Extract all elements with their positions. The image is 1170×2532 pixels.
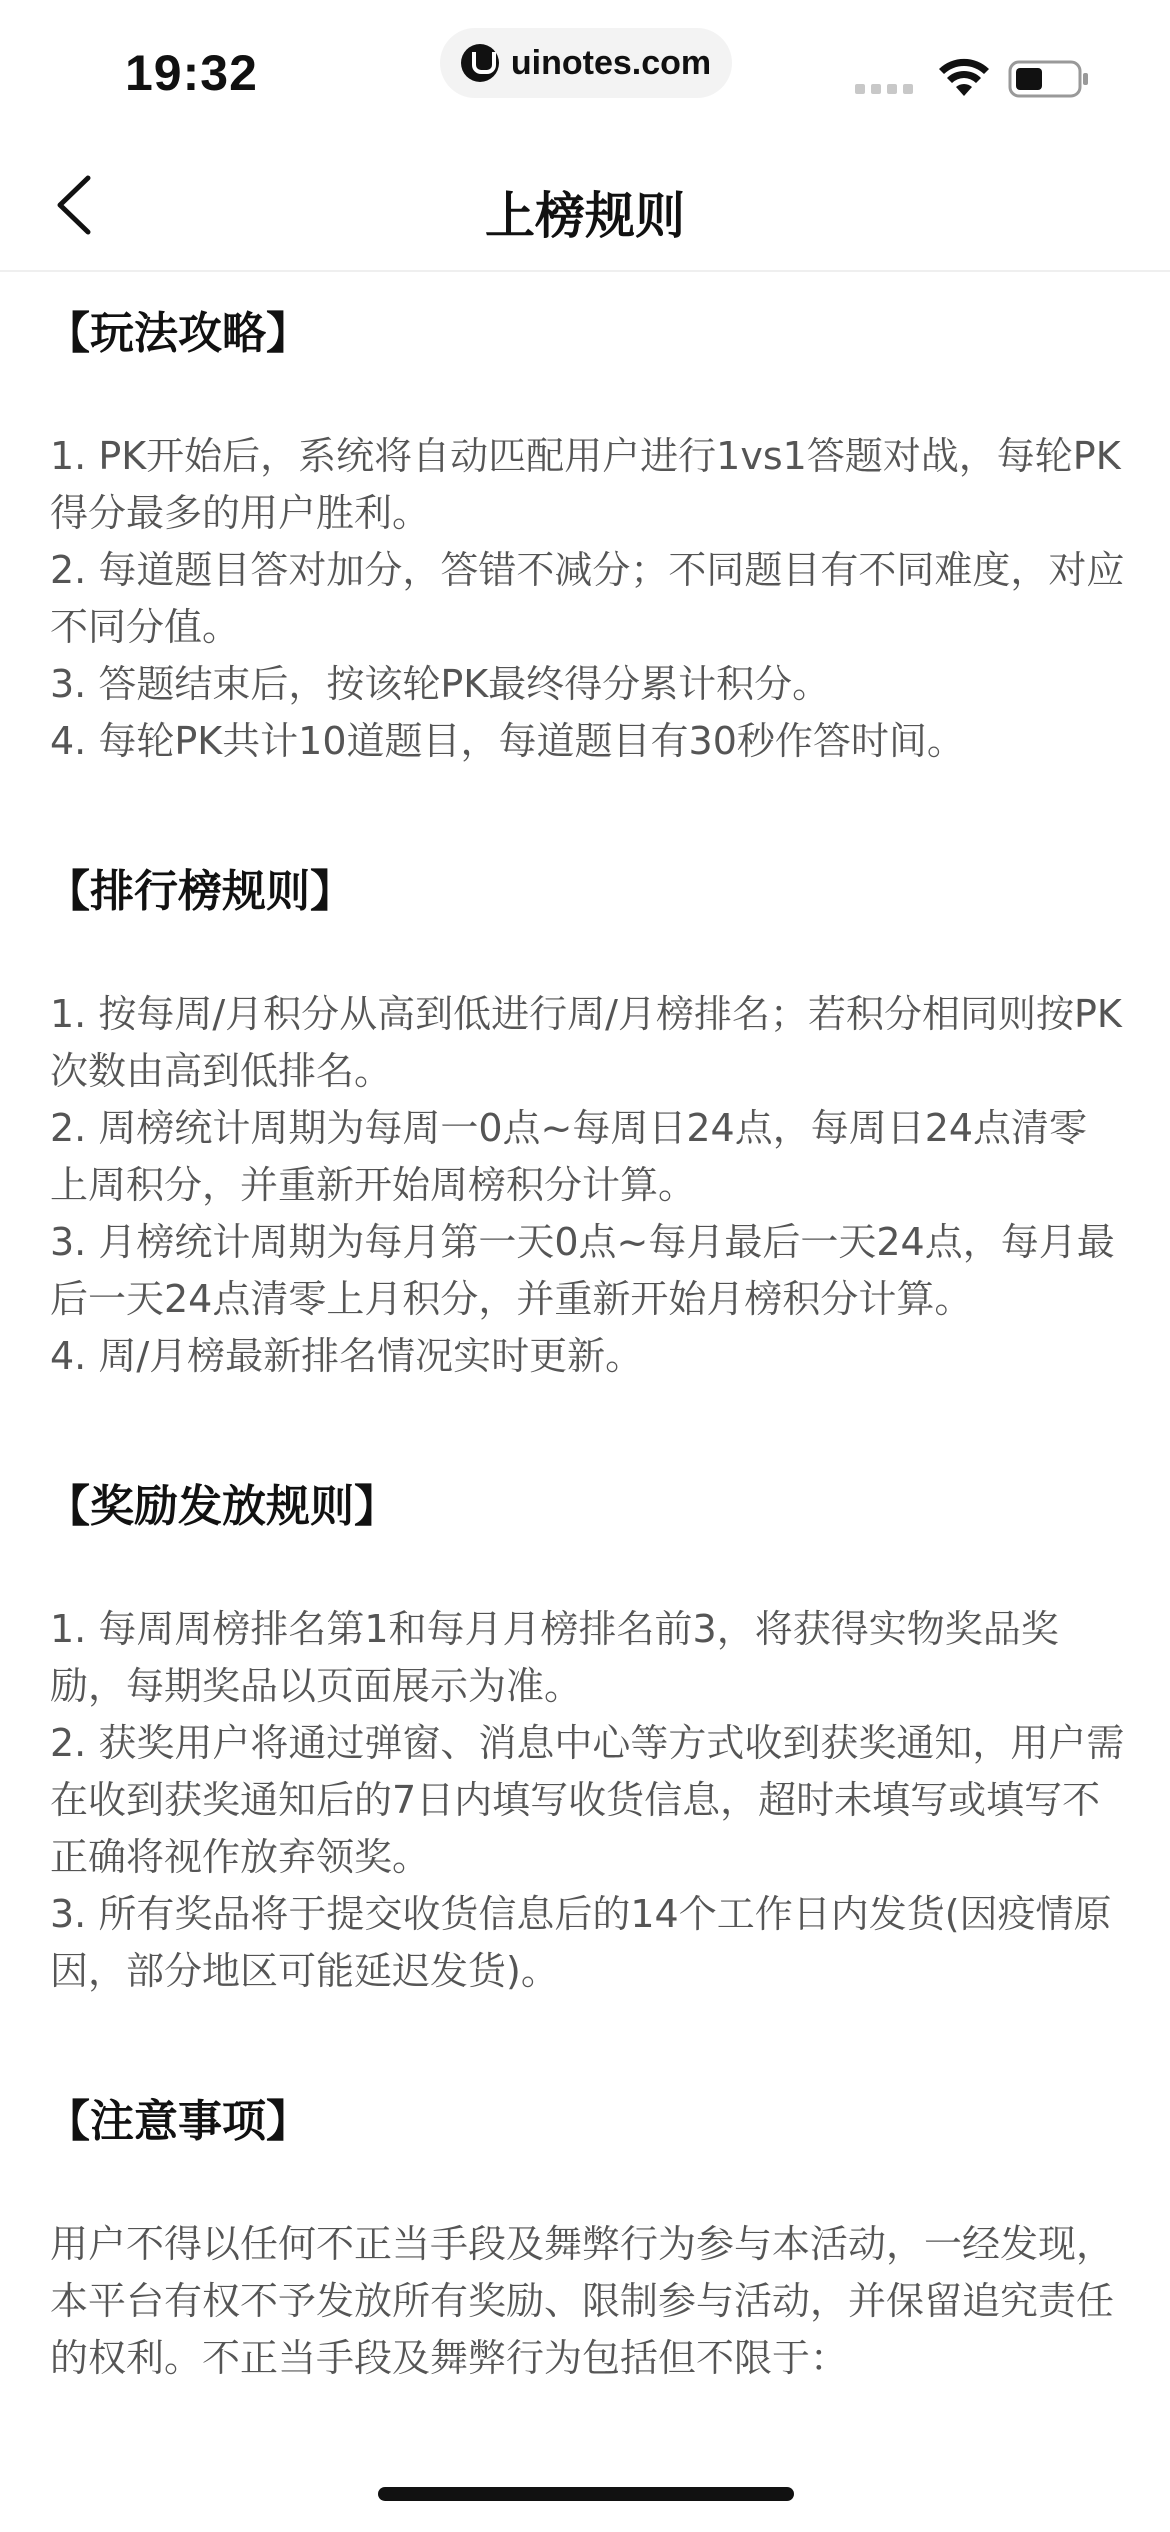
- battery-icon: [1008, 60, 1090, 98]
- section-body-rewards: [50, 1601, 1125, 2000]
- page-title: 上榜规则: [485, 187, 685, 245]
- rule-line: 2. 每道题目答对加分，答错不减分；不同题目有不同难度，对应不同分值。: [50, 548, 1125, 649]
- home-indicator[interactable]: [378, 2487, 794, 2501]
- rules-content: [46, 272, 1125, 2387]
- section-title-notes: 【注意事项】: [46, 2096, 310, 2147]
- status-time: 19:32: [125, 45, 258, 101]
- rule-line: 4. 周/月榜最新排名情况实时更新。: [50, 1334, 644, 1378]
- rule-line: 3. 所有奖品将于提交收货信息后的14个工作日内发货(因疫情原因，部分地区可能延迟发货)。: [50, 1892, 1112, 1993]
- rule-line: 1. 按每周/月积分从高到低进行周/月榜排名；若积分相同则按PK次数由高到低排名。: [50, 992, 1122, 1093]
- wifi-icon: [938, 58, 990, 98]
- signal-icon: [855, 84, 913, 94]
- url-pill[interactable]: [440, 28, 732, 98]
- section-body-gameplay: [50, 428, 1125, 770]
- rule-line: 3. 月榜统计周期为每月第一天0点~每月最后一天24点，每月最后一天24点清零上月积分，并重新开始月榜积分计算。: [50, 1220, 1115, 1321]
- rule-line: 4. 每轮PK共计10道题目，每道题目有30秒作答时间。: [50, 719, 965, 763]
- section-body-notes: [50, 2216, 1125, 2387]
- section-title-leaderboard: 【排行榜规则】: [46, 866, 354, 917]
- rule-line: 3. 答题结束后，按该轮PK最终得分累计积分。: [50, 662, 831, 706]
- section-title-gameplay: 【玩法攻略】: [46, 308, 310, 359]
- section-title-rewards: 【奖励发放规则】: [46, 1481, 398, 1532]
- site-logo-icon: [461, 44, 499, 82]
- status-bar: [0, 0, 1170, 140]
- rule-line: 1. PK开始后，系统将自动匹配用户进行1vs1答题对战，每轮PK得分最多的用户胜利。: [50, 434, 1121, 535]
- nav-bar: [0, 140, 1170, 272]
- rule-line: 2. 获奖用户将通过弹窗、消息中心等方式收到获奖通知，用户需在收到获奖通知后的7日内填写收货信息，超时未填写或填写不正确将视作放弃领奖。: [50, 1721, 1125, 1879]
- section-body-leaderboard: [50, 986, 1125, 1385]
- url-text: uinotes.com: [510, 43, 712, 82]
- rule-line: 用户不得以任何不正当手段及舞弊行为参与本活动，一经发现，本平台有权不予发放所有奖励、限制参与活动，并保留追究责任的权利。不正当手段及舞弊行为包括但不限于：: [50, 2222, 1115, 2380]
- rule-line: 2. 周榜统计周期为每周一0点~每周日24点，每周日24点清零上周积分，并重新开始周榜积分计算。: [50, 1106, 1088, 1207]
- rule-line: 1. 每周周榜排名第1和每月月榜排名前3，将获得实物奖品奖励，每期奖品以页面展示为准。: [50, 1607, 1059, 1708]
